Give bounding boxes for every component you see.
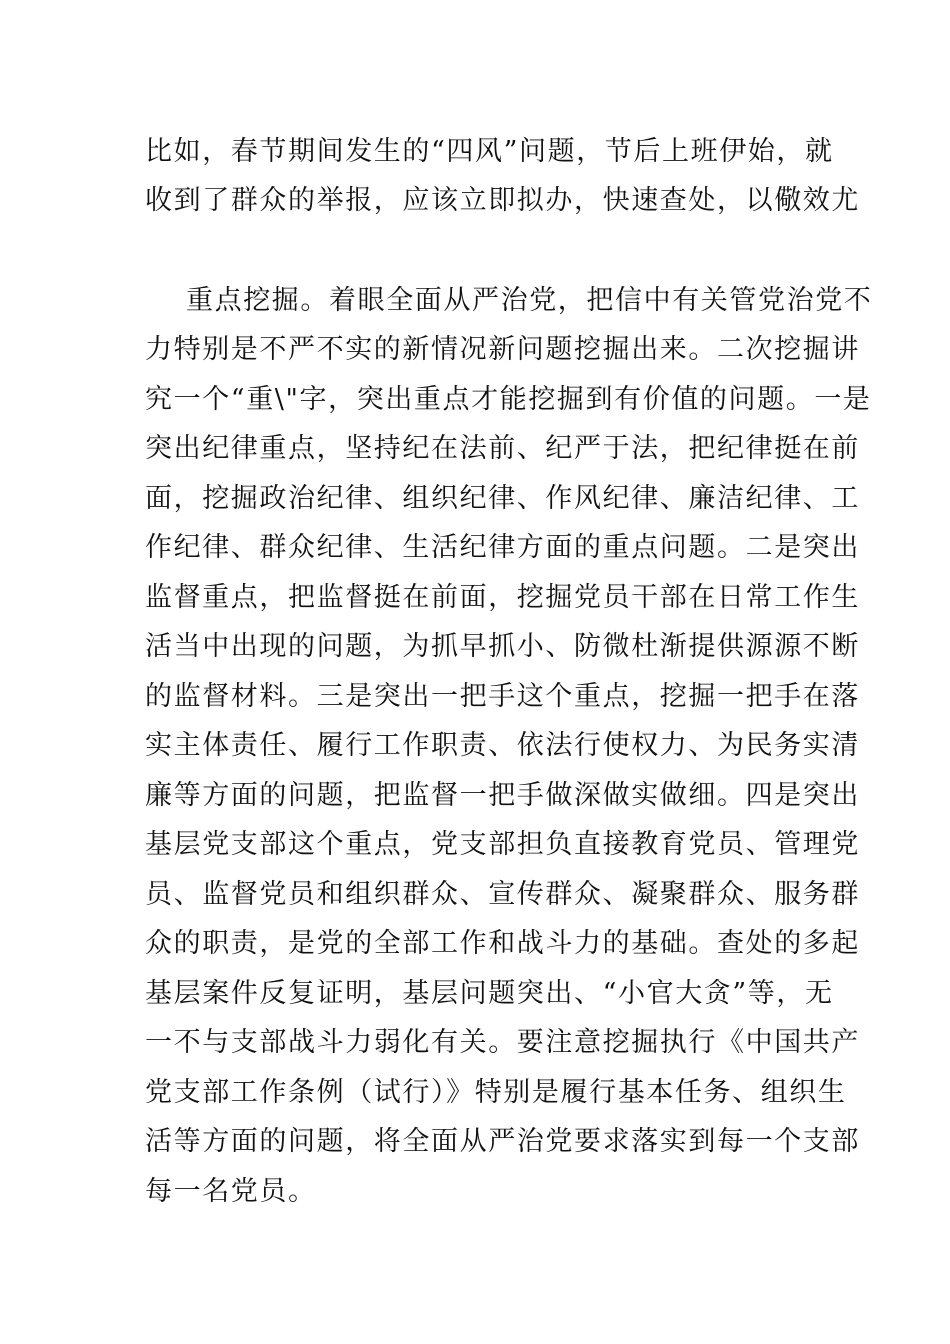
text-line: 作纪律、群众纪律、生活纪律方面的重点问题。二是突出 [145, 532, 860, 563]
text-line: 收到了群众的举报，应该立即拟办，快速查处，以儆效尤 [145, 185, 860, 216]
text-line: 实主体责任、履行工作职责、依法行使权力、为民务实清 [145, 730, 860, 761]
text-line: 面，挖掘政治纪律、组织纪律、作风纪律、廉洁纪律、工 [145, 483, 860, 514]
text-line: 监督重点，把监督挺在前面，挖掘党员干部在日常工作生 [145, 582, 860, 613]
text-line: 廉等方面的问题，把监督一把手做深做实做细。四是突出 [145, 780, 860, 811]
text-line: 重点挖掘。着眼全面从严治党，把信中有关管党治党不 [186, 285, 873, 316]
text-line: 基层案件反复证明，基层问题突出、“小官大贪”等，无 [145, 978, 834, 1009]
text-line: 一不与支部战斗力弱化有关。要注意挖掘执行《中国共产 [145, 1027, 860, 1058]
text-line: 党支部工作条例（试行）》特别是履行基本任务、组织生 [145, 1077, 847, 1108]
text-line: 活等方面的问题，将全面从严治党要求落实到每一个支部 [145, 1126, 860, 1157]
text-line: 力特别是不严不实的新情况新问题挖掘出来。二次挖掘讲 [145, 334, 860, 365]
text-line: 的监督材料。三是突出一把手这个重点，挖掘一把手在落 [145, 681, 860, 712]
text-line: 突出纪律重点，坚持纪在法前、纪严于法，把纪律挺在前 [145, 433, 860, 464]
text-line: 究一个“重\"字，突出重点才能挖掘到有价值的问题。一是 [145, 384, 872, 415]
text-line: 众的职责，是党的全部工作和战斗力的基础。查处的多起 [145, 928, 860, 959]
text-line: 员、监督党员和组织群众、宣传群众、凝聚群众、服务群 [145, 879, 860, 910]
text-line: 比如，春节期间发生的“四风”问题，节后上班伊始，就 [145, 136, 834, 167]
text-line: 基层党支部这个重点，党支部担负直接教育党员、管理党 [145, 829, 860, 860]
text-line: 每一名党员。 [145, 1176, 317, 1207]
text-line: 活当中出现的问题，为抓早抓小、防微杜渐提供源源不断 [145, 631, 860, 662]
